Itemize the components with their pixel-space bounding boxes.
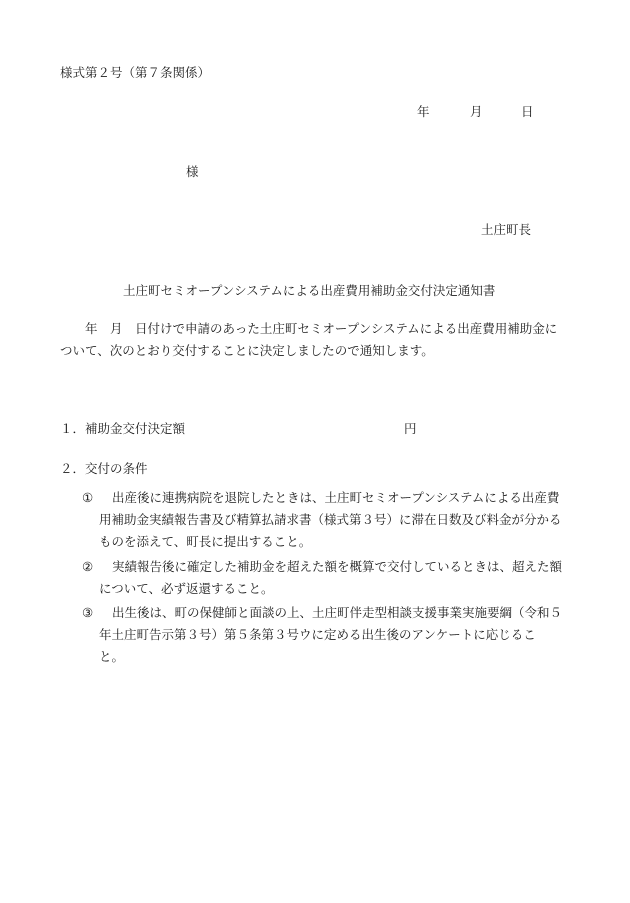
body-line-2: ついて、次のとおり交付することに決定しましたので通知します。: [60, 343, 434, 358]
condition-1-mark: ①: [82, 490, 94, 505]
condition-1-line-2: 用補助金実績報告書及び精算払請求書（様式第３号）に滞在日数及び料金が分かる: [99, 512, 562, 527]
condition-3-line-2: 年土庄町告示第３号）第５条第３号ウに定める出生後のアンケートに応じるこ: [99, 627, 536, 642]
date-line: [417, 106, 537, 120]
condition-1-line-1: 出産後に連携病院を退院したときは、土庄町セミオープンシステムによる出産費: [112, 490, 560, 505]
date-month: 月: [470, 104, 483, 119]
condition-3: [82, 602, 576, 668]
issuer-name: 土庄町長: [481, 222, 532, 237]
condition-2-line-2: について、必ず返還すること。: [99, 581, 274, 596]
body-line-1: 年 月 日付けで申請のあった土庄町セミオープンシステムによる出産費用補助金に: [60, 321, 558, 336]
condition-1: [82, 487, 576, 553]
item-2-label: ２．交付の条件: [60, 461, 148, 476]
condition-3-line-3: と。: [99, 649, 125, 664]
condition-2-line-1: 実績報告後に確定した補助金を超えた額を概算で交付しているときは、超えた額: [112, 559, 563, 574]
form-label: 様式第２号（第７条関係）: [60, 65, 211, 80]
condition-1-line-3: ものを添えて、町長に提出すること。: [99, 534, 312, 549]
condition-3-mark: ③: [82, 605, 94, 620]
item-1-label: １．補助金交付決定額: [60, 421, 186, 436]
document-title: 土庄町セミオープンシステムによる出産費用補助金交付決定通知書: [123, 283, 496, 298]
condition-3-line-1: 出生後は、町の保健師と面談の上、土庄町伴走型相談支援事業実施要綱（令和５: [112, 605, 563, 620]
date-day: 日: [521, 104, 534, 119]
recipient-suffix: 様: [186, 164, 199, 179]
condition-2-mark: ②: [82, 559, 94, 574]
date-year: 年: [417, 104, 430, 119]
body-paragraph: [60, 318, 574, 362]
condition-2: [82, 556, 576, 600]
item-1-unit: 円: [404, 421, 417, 436]
